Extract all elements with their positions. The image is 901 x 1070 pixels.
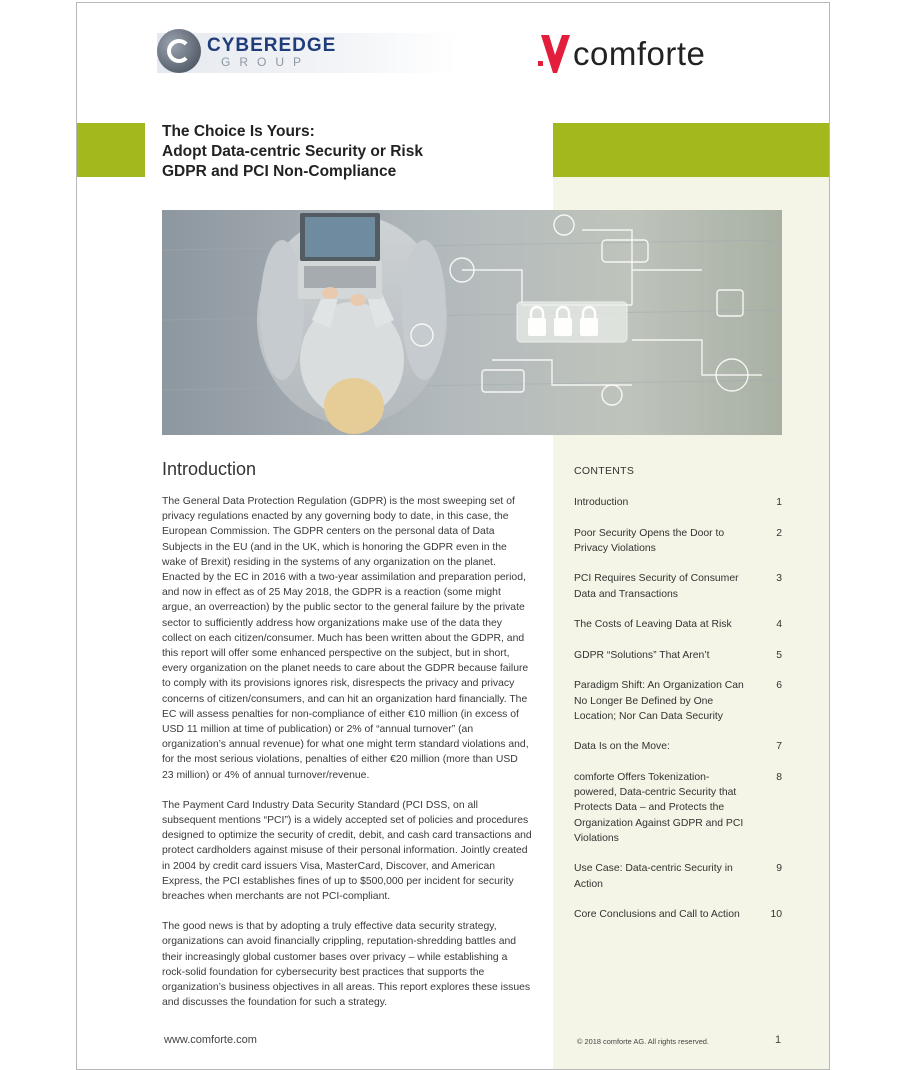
toc-item-page: 4: [776, 619, 782, 631]
toc-item-label: PCI Requires Security of Consumer Data and Transactions: [574, 573, 739, 600]
introduction-body: [162, 494, 532, 1026]
toc-item-label: Data Is on the Move:: [574, 741, 670, 753]
toc-item-page: 7: [776, 741, 782, 753]
cyberedge-logo: [157, 29, 457, 75]
person-laptop-security-locks-image: [162, 210, 782, 435]
toc-item-page: 10: [770, 909, 782, 921]
comforte-mark-icon: [535, 31, 571, 77]
toc-item-page: 9: [776, 863, 782, 875]
toc-item-page: 6: [776, 680, 782, 692]
toc-item[interactable]: [574, 526, 782, 556]
toc-item-label: Introduction: [574, 497, 629, 508]
toc-item[interactable]: [574, 571, 782, 601]
title-line-3: GDPR and PCI Non-Compliance: [162, 163, 397, 180]
toc-item[interactable]: [574, 907, 782, 922]
title-line-2: Adopt Data-centric Security or Risk: [162, 143, 423, 160]
document-title: [162, 122, 423, 182]
toc-item[interactable]: [574, 678, 782, 724]
intro-paragraph-2: The Payment Card Industry Data Security Standard (PCI DSS, on all subsequent mentions “PCI”) is a widely accepted set of policies and procedures designed to optimize the security of credit, debit, and cash card transactions and protect cardholders against misuse of their personal information. Jointly created in 2004 by credit card issuers Visa, MasterCard, Discover, and American Express, the PCI establishes fines of up to $500,000 per incident for security breaches when merchants are not PCI-compliant.: [162, 799, 532, 903]
intro-paragraph-3: The good news is that by adopting a truly effective data security strategy, organizations can avoid financially crippling, reputation-shredding battles and their increasingly global customer bases over privacy – while establishing a rock-solid foundation for cybersecurity best practices that supports the organization’s business objectives in all areas. This report explores these issues and discusses the foundation for such a strategy.: [162, 921, 531, 1009]
cyberedge-group-text: GROUP: [221, 55, 311, 69]
cyberedge-badge-icon: [157, 29, 201, 73]
toc-item-label: Use Case: Data-centric Security in Action: [574, 863, 733, 890]
contents-heading: CONTENTS: [574, 465, 635, 477]
toc-item-label: GDPR “Solutions” That Aren’t: [574, 649, 710, 661]
document-page: [76, 2, 830, 1070]
accent-bar-right: [553, 123, 829, 177]
intro-paragraph-1: The General Data Protection Regulation (GDPR) is the most sweeping set of privacy regulations enacted by any governing body to date, in this case, the European Commission. The GDPR centers on the personal data of Data Subjects in the EU (and in the UK, which is honoring the GDPR even in the wake of Brexit) residing in the systems of any organization on the planet. Enacted by the EC in 2016 with a two-year assimilation and preparation period, and now in effect as of 25 May 2018, the GDPR is a reaction (some might argue, an overreaction) by the public sector to the general failure by the private sector to sufficiently address how organizations make use of the data they collect on each citizen/consumer. Much has been written about the GDPR, and this report will offer some enhanced perspective on the subject, but in short, every organization on the planet needs to care about the GDPR because failure to comply with its provisions ignores risk, disrespects the privacy and privacy concerns of citizen/consumers, and can hit an organization hard financially. The EC will assess penalties for non-compliance of either €10 million (in excess of USD 11 million at time of publication) or 2% of “annual turnover” (an organization’s annual revenue) for what one might term standard violations and, for the most serious violations, penalties of either €20 million (more than USD 23 million) or 4% of annual turnover/revenue.: [162, 496, 529, 781]
toc-item[interactable]: [574, 739, 782, 754]
toc-item[interactable]: [574, 617, 782, 632]
comforte-wordmark: comforte: [573, 35, 706, 72]
toc-item-page: 5: [776, 649, 782, 661]
page-number: 1: [775, 1034, 782, 1046]
hero-image: [162, 210, 782, 435]
title-line-1: The Choice Is Yours:: [162, 123, 315, 140]
toc-item[interactable]: [574, 770, 782, 846]
table-of-contents: [574, 495, 782, 938]
toc-item-label: Poor Security Opens the Door to Privacy Violations: [574, 527, 725, 554]
toc-item[interactable]: [574, 648, 782, 663]
toc-item-label: The Costs of Leaving Data at Risk: [574, 619, 732, 631]
toc-item-page: 8: [776, 771, 782, 783]
toc-item-label: Core Conclusions and Call to Action: [574, 909, 740, 921]
footer-copyright: © 2018 comforte AG. All rights reserved.: [577, 1037, 709, 1046]
toc-item-label: comforte Offers Tokenization-powered, Data-centric Security that Protects Data – and Protects the Organization Against GDPR and PCI Violations: [574, 771, 744, 844]
toc-item-page: 3: [776, 573, 782, 585]
cyberedge-wordmark: CYBEREDGE: [207, 35, 337, 56]
toc-item[interactable]: [574, 495, 782, 510]
accent-bar-left: [77, 123, 145, 177]
toc-item-page: 1: [776, 497, 782, 508]
footer-website-link[interactable]: www.comforte.com: [164, 1034, 257, 1046]
toc-item-label: Paradigm Shift: An Organization Can No Longer Be Defined by One Location; Nor Can Data Security: [574, 680, 744, 722]
introduction-heading: Introduction: [162, 459, 257, 479]
toc-item[interactable]: [574, 861, 782, 891]
toc-item-page: 2: [776, 527, 782, 539]
